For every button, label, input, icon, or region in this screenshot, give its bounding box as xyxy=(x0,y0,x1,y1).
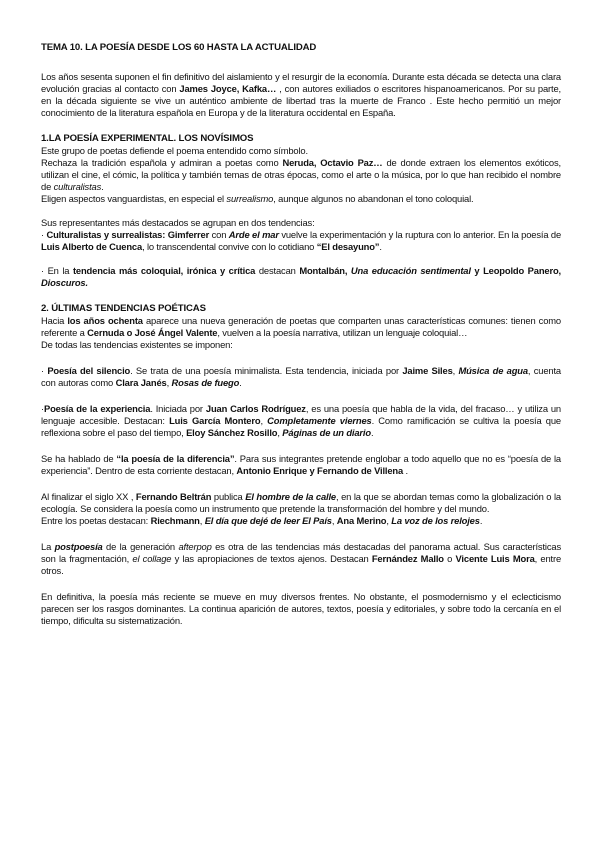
document-title: TEMA 10. LA POESÍA DESDE LOS 60 HASTA LA ACTUALIDAD xyxy=(41,42,317,53)
text: · xyxy=(41,229,47,240)
bold-text: Neruda, Octavio Paz… xyxy=(282,157,387,168)
bold-italic-text: La voz de los relojes xyxy=(391,515,480,526)
text: , vuelven a la poesía narrativa, utilizan un lenguaje coloquial… xyxy=(217,327,468,338)
text: . Se trata de una poesía minimalista. Esta tendencia, iniciada por xyxy=(130,365,403,376)
italic-text: el collage xyxy=(132,553,172,564)
text: , xyxy=(277,427,283,438)
text: , xyxy=(452,365,459,376)
s1-paragraph-2 xyxy=(41,157,561,193)
text: . Iniciada por xyxy=(150,403,206,414)
bold-text: Poesía del silencio xyxy=(47,365,131,376)
text: , xyxy=(386,515,392,526)
text: , xyxy=(166,377,172,388)
bold-text: “la poesía de la diferencia” xyxy=(116,453,235,464)
text: Los años sesenta suponen el fin definitivo del aislamiento y el resurgir de la economía. Durante esta década se detecta una clara evolución gracias al contacto con xyxy=(41,71,561,94)
text: . Como ramificación se cultiva la poesía que reflexiona sobre el paso del tiempo, xyxy=(41,415,561,438)
text: , xyxy=(260,415,268,426)
s1-tendency-culturalistas xyxy=(41,229,561,253)
bold-text: tendencia más coloquial, irónica y crítica xyxy=(72,265,256,276)
bold-text: Fernando Beltrán xyxy=(135,491,212,502)
italic-text: surrealismo xyxy=(226,193,274,204)
s2-conclusion: En definitiva, la poesía más reciente se mueve en muy diversos frentes. No obstante, el posmodernismo y el eclecticismo parecen ser los rasgos dominantes. La continua aparición de autores, textos, poesía y editoriales, y sobre todo la cercanía en el tiempo, dificulta su sistematización. xyxy=(41,591,561,626)
text: , entre otros. xyxy=(41,553,562,576)
s1-paragraph-4: Sus representantes más destacados se agrupan en dos tendencias: xyxy=(41,217,315,228)
bold-italic-text: Completamente viernes xyxy=(267,415,372,426)
text: Se ha hablado de xyxy=(41,453,117,464)
text: · xyxy=(41,403,44,414)
s1-paragraph-3 xyxy=(41,193,561,205)
document-page xyxy=(41,42,561,627)
bold-italic-text: Páginas de un diario xyxy=(282,427,371,438)
text: · xyxy=(41,365,48,376)
text: vuelve la experimentación y la ruptura con lo anterior. En la poesía de xyxy=(278,229,562,240)
bold-text: “El desayuno” xyxy=(316,241,380,252)
text: , con autores exiliados o escritores hispanoamericanos. Por su parte, en la década siguiente se vive un auténtico ambiente de libertad tras la muerte de Franco . Este hecho permitió un mejor conocimiento de la literatura española en Europa y de la literatura occidental en España. xyxy=(41,83,561,118)
text: . xyxy=(379,241,382,252)
s1-line-1: Este grupo de poetas defiende el poema entendido como símbolo. xyxy=(41,145,308,156)
bold-text: los años ochenta xyxy=(67,315,143,326)
section-1-heading: 1.LA POESÍA EXPERIMENTAL. LOS NOVÍSIMOS xyxy=(41,133,254,144)
bold-text: Culturalistas y surrealistas: Gimferrer xyxy=(46,229,210,240)
text: , cuenta con autoras como xyxy=(41,365,561,388)
intro-paragraph xyxy=(41,71,561,119)
bold-text: Juan Carlos Rodríguez xyxy=(205,403,306,414)
bold-text: Montalbán, xyxy=(299,265,351,276)
text: destacan xyxy=(255,265,300,276)
text: . xyxy=(239,377,242,388)
text: Rechaza la tradición española y admiran a poetas como xyxy=(41,157,283,168)
italic-text: culturalistas xyxy=(53,181,102,192)
bold-text: Cernuda o José Ángel Valente xyxy=(87,327,218,338)
text: . xyxy=(403,465,408,476)
bold-text: Ana Merino xyxy=(336,515,387,526)
text: aparece una nueva generación de poetas que comparten unas características comunes: tienen como referente a xyxy=(41,315,561,338)
s2-poesia-silencio xyxy=(41,365,561,389)
text: Hacia xyxy=(41,315,68,326)
bold-italic-text: Rosas de fuego xyxy=(171,377,240,388)
s2-poetas-destacan xyxy=(41,515,561,527)
text: , en la que se abordan temas como la globalización o la ecología. Se considera la poesía como un instrumento que pretende la transformación del hombre y del mundo. xyxy=(41,491,561,514)
text: de la generación xyxy=(102,541,179,552)
text: La xyxy=(41,541,55,552)
text: . Para sus integrantes pretende englobar a todo aquello que no es “poesía de la experiencia”. Dentro de esta corriente destacan, xyxy=(41,453,561,476)
text: · En la xyxy=(41,265,73,276)
text: . xyxy=(479,515,483,526)
s2-postpoesia xyxy=(41,541,561,577)
s2-poesia-experiencia xyxy=(41,403,561,439)
text: Entre los poetas destacan: xyxy=(41,515,151,526)
text: Al finalizar el siglo XX , xyxy=(41,491,136,502)
bold-italic-text: El hombre de la calle xyxy=(245,491,337,502)
text: , es una poesía que habla de la vida, del fracaso… y utiliza un lenguaje accesible. Destacan: xyxy=(41,403,561,426)
text: , xyxy=(199,515,205,526)
bold-italic-text: Música de agua xyxy=(458,365,528,376)
bold-text: James Joyce, Kafka… xyxy=(179,83,280,94)
italic-text: afterpop xyxy=(178,541,212,552)
text: con xyxy=(209,229,229,240)
bold-text: Luis García Montero xyxy=(169,415,261,426)
bold-text: y Leopoldo Panero, xyxy=(470,265,562,276)
bold-text: Antonio Enrique y Fernando de Villena xyxy=(236,465,404,476)
bold-italic-text: postpoesía xyxy=(54,541,103,552)
bold-italic-text: Dioscuros. xyxy=(41,277,88,288)
bold-italic-text: El día que dejé de leer El País xyxy=(204,515,332,526)
s1-tendency-coloquial xyxy=(41,265,561,289)
text: , aunque algunos no abandonan el tono coloquial. xyxy=(273,193,474,204)
s2-paragraph-1 xyxy=(41,315,561,339)
bold-text: Vicente Luis Mora xyxy=(455,553,535,564)
bold-text: Luis Alberto de Cuenca xyxy=(41,241,143,252)
section-2-heading: 2. ÚLTIMAS TENDENCIAS POÉTICAS xyxy=(41,303,206,314)
bold-text: Fernández Mallo xyxy=(371,553,444,564)
s2-siglo-xx xyxy=(41,491,561,515)
bold-text: Jaime Siles xyxy=(402,365,453,376)
text: de donde extraen los elementos exóticos, utilizan el cine, el cómic, la política y también temas de otras épocas, como el arte o la música, por lo que han recibido el nombre de xyxy=(41,157,561,192)
bold-text: Clara Janés xyxy=(115,377,167,388)
bold-text: Riechmann xyxy=(150,515,200,526)
bold-italic-text: Arde el mar xyxy=(228,229,279,240)
bold-text: Poesía de la experiencia xyxy=(43,403,151,414)
text: . xyxy=(101,181,104,192)
bold-italic-text: Una educación sentimental xyxy=(350,265,471,276)
text: y las apropiaciones de textos ajenos. Destacan xyxy=(171,553,372,564)
text: , lo transcendental convive con lo cotidiano xyxy=(142,241,317,252)
text: , xyxy=(331,515,337,526)
text: es otra de las tendencias más destacadas del panorama actual. Sus características son la fragmentación, xyxy=(41,541,561,564)
s2-poesia-diferencia xyxy=(41,453,561,477)
s2-paragraph-2: De todas las tendencias existentes se imponen: xyxy=(41,339,233,350)
bold-text: Eloy Sánchez Rosillo xyxy=(186,427,278,438)
text: publica xyxy=(211,491,246,502)
text: Eligen aspectos vanguardistas, en especial el xyxy=(41,193,227,204)
text: . xyxy=(370,427,374,438)
text: o xyxy=(443,553,456,564)
